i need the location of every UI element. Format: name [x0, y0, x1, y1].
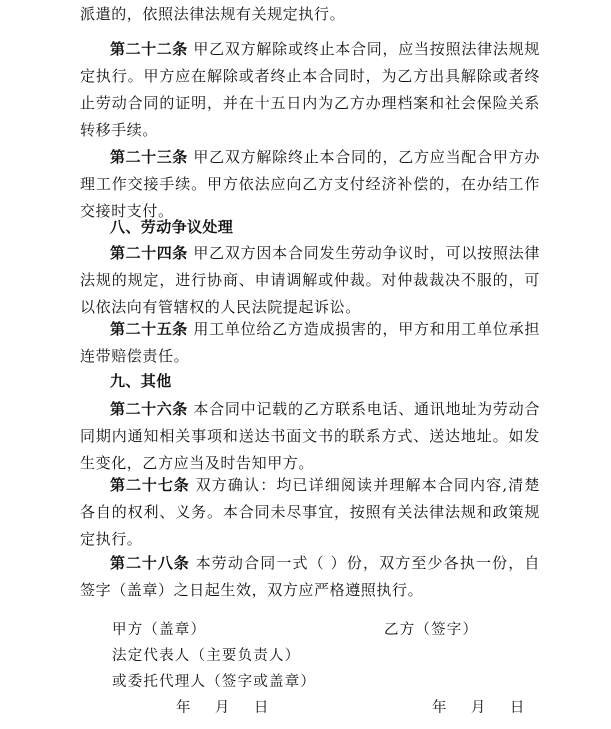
section-heading-8: 八、劳动争议处理 — [110, 218, 234, 236]
clause-22 — [80, 36, 540, 144]
clause-text: 甲乙双方解除或终止本合同，应当按照法律法规规定执行。甲方应在解除或者终止本合同时，为乙方出具解除或者终止劳动合同的证明，并在十五日内为乙方办理档案和社会保险关系转移手续。 — [80, 40, 540, 139]
clause-text: 本合同中记载的乙方联系电话、通讯地址为劳动合同期内通知相关事项和送达书面文书的联系方式、送达地址。如发生变化，乙方应当及时告知甲方。 — [80, 400, 540, 472]
clause-24 — [80, 240, 540, 321]
clause-28 — [80, 550, 540, 604]
clause-number: 第二十二条 — [110, 40, 188, 58]
party-b-signature: 乙方（签字） — [384, 622, 479, 638]
clause-25 — [80, 316, 540, 370]
legal-representative: 法定代表人（主要负责人） — [112, 648, 301, 664]
clause-26 — [80, 396, 540, 477]
clause-23 — [80, 144, 540, 225]
clause-number: 第二十四条 — [110, 244, 188, 262]
paragraph-text: 派遣的，依照法律法规有关规定执行。 — [80, 5, 346, 23]
paragraph-continuation — [80, 1, 540, 28]
clause-text: 本劳动合同一式（ ）份，双方至少各执一份，自签字（盖章）之日起生效，双方应严格遵照执行。 — [80, 554, 540, 599]
authorized-agent: 或委托代理人（签字或盖章） — [112, 674, 317, 690]
clause-number: 第二十六条 — [110, 400, 188, 418]
party-b-date: 年 月 日 — [432, 700, 526, 716]
clause-number: 第二十三条 — [110, 148, 188, 166]
clause-number: 第二十八条 — [110, 554, 190, 572]
clause-text: 甲乙双方因本合同发生劳动争议时，可以按照法律法规的规定，进行协商、申请调解或仲裁。对仲裁裁决不服的，可以依法向有管辖权的人民法院提起诉讼。 — [80, 244, 540, 316]
clause-text: 用工单位给乙方造成损害的，甲方和用工单位承担连带赔偿责任。 — [80, 320, 540, 365]
party-a-seal: 甲方（盖章） — [112, 622, 207, 638]
clause-number: 第二十五条 — [110, 320, 188, 338]
clause-text: 甲乙双方解除终止本合同的，乙方应当配合甲方办理工作交接手续。甲方依法应向乙方支付经济补偿的，在办结工作交接时支付。 — [80, 148, 540, 220]
clause-number: 第二十七条 — [110, 476, 190, 494]
party-a-date: 年 月 日 — [176, 700, 270, 716]
clause-27 — [80, 472, 540, 553]
section-heading-9: 九、其他 — [110, 372, 172, 390]
clause-text: 双方确认：均已详细阅读并理解本合同内容,清楚各自的权利、义务。本合同未尽事宜，按照有关法律法规和政策规定执行。 — [80, 476, 540, 548]
